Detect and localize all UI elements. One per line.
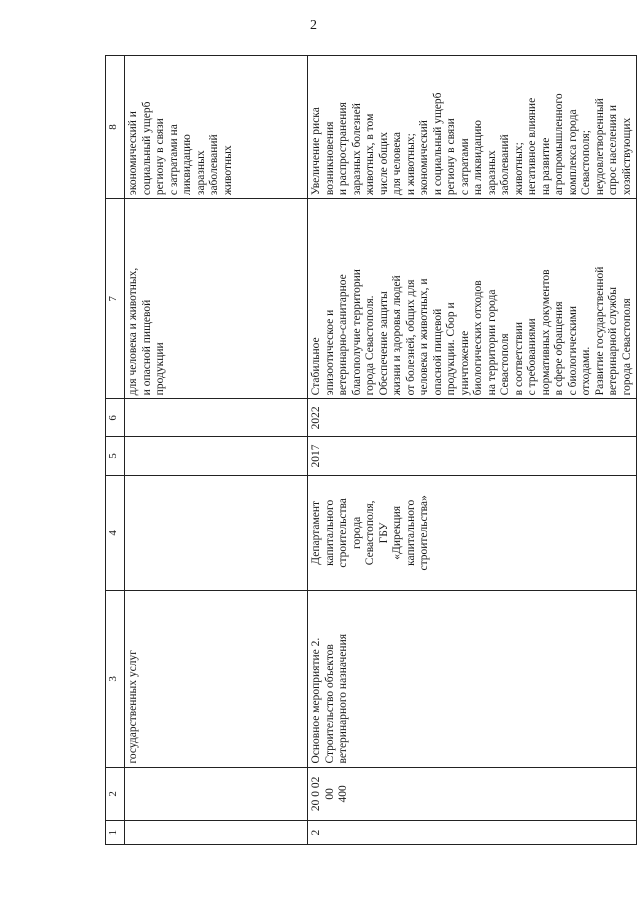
page-number: 2 — [310, 18, 317, 33]
cont-col-7: для человека и животных, и опасной пищевой продукции — [125, 199, 308, 399]
cont-col-2 — [125, 767, 308, 821]
header-col-4: 4 — [106, 475, 125, 591]
program-table — [105, 55, 637, 845]
continuation-row — [125, 56, 308, 845]
rotated-table-container — [105, 55, 633, 845]
row2-executor: Департамент капитального строительства города Севастополя, ГБУ «Дирекция капитального строительства» — [308, 475, 637, 591]
row2-consequences: Увеличение риска возникновения и распространения заразных болезней животных, в том числе общих для человека и животных; экономический и социальный ущерб региону в связи с затратами на ликвидацию заразных заболеваний животных; негативное влияние на развитие агропромышленного комплекса города Севастополя; неудовлетворенный спрос населения и хозяйствующих — [308, 56, 637, 199]
header-col-6: 6 — [106, 399, 125, 437]
header-col-8: 8 — [106, 56, 125, 199]
cont-col-1 — [125, 821, 308, 845]
row2-end-year: 2022 — [308, 399, 637, 437]
header-col-5: 5 — [106, 437, 125, 475]
header-col-3: 3 — [106, 591, 125, 767]
cont-col-4 — [125, 475, 308, 591]
row2-number: 2 — [308, 821, 637, 845]
table-row — [308, 56, 637, 845]
row2-code: 20 0 02 00 400 — [308, 767, 637, 821]
header-row — [106, 56, 125, 845]
cont-col-5 — [125, 437, 308, 475]
cont-col-8: экономический и социальный ущерб региону в связи с затратами на ликвидацию заразных заболеваний животных — [125, 56, 308, 199]
row2-expected-result: Стабильное эпизоотическое и ветеринарно-санитарное благополучие территории города Севастополя. Обеспечение защиты жизни и здоровья людей от болезней, общих для человека и животных, и опасной пищевой продукции. Сбор и уничтожение биологических отходов на территории города Севастополя в соответствии с требованиями нормативных документов в сфере обращения с биологическими отходами. Развитие государственной ветеринарной службы города Севастополя — [308, 199, 637, 399]
cont-col-6 — [125, 399, 308, 437]
header-col-7: 7 — [106, 199, 125, 399]
header-col-2: 2 — [106, 767, 125, 821]
header-col-1: 1 — [106, 821, 125, 845]
row2-measure: Основное мероприятие 2. Строительство объектов ветеринарного назначения — [308, 591, 637, 767]
row2-start-year: 2017 — [308, 437, 637, 475]
cont-col-3: государственных услуг — [125, 591, 308, 767]
